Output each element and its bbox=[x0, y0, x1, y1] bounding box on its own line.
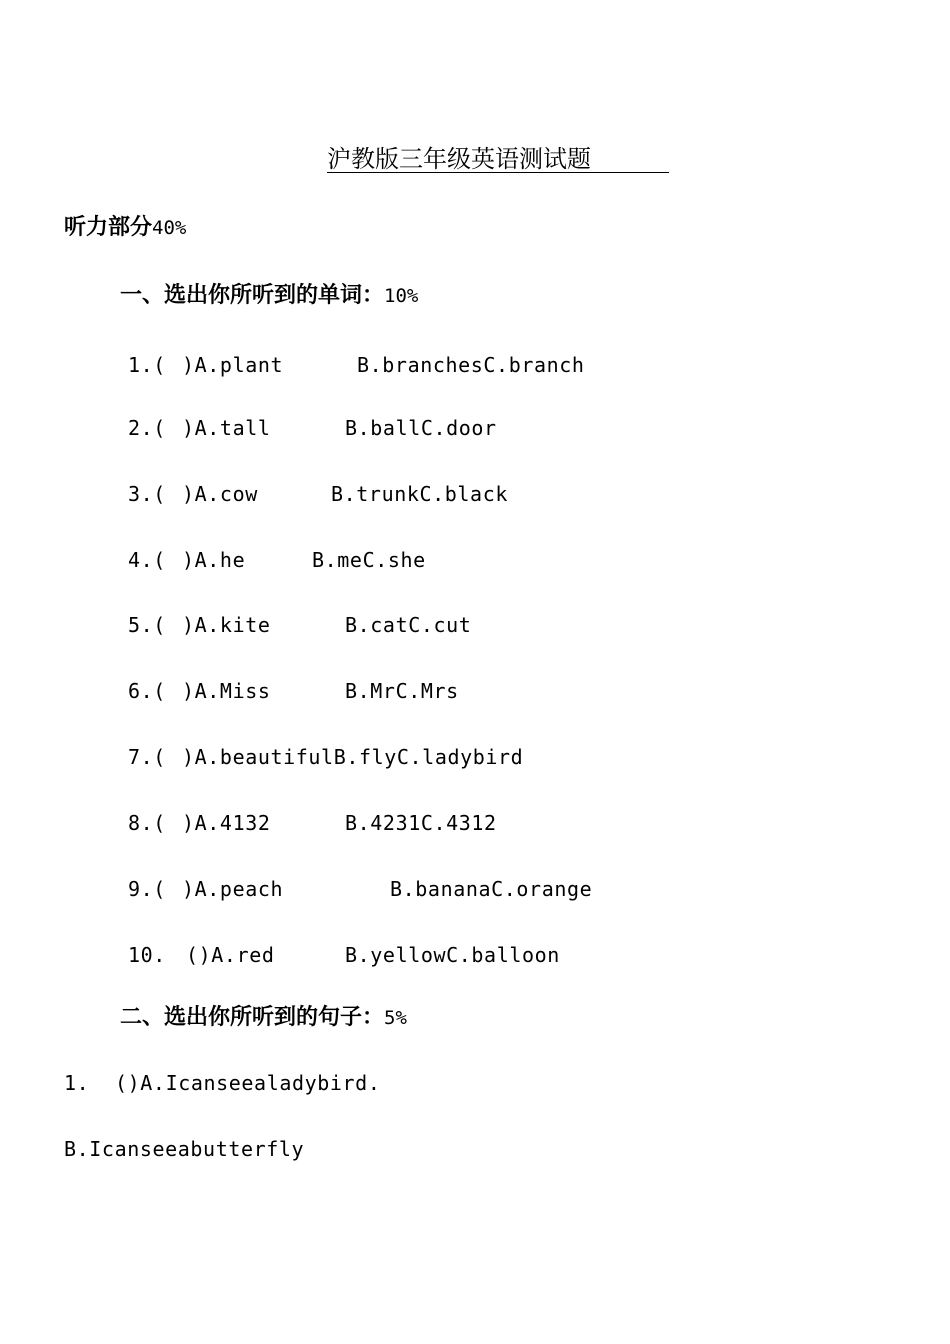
question-6-option-a: )A.Miss bbox=[182, 679, 271, 703]
question-4-option-a: )A.he bbox=[182, 548, 246, 572]
question-1-options-bc: B.branchesC.branch bbox=[357, 353, 585, 377]
question-7-options: )A.beautifulB.flyC.ladybird bbox=[182, 745, 524, 769]
question-9-number: 9.( bbox=[128, 877, 166, 901]
question-5-number: 5.( bbox=[128, 613, 166, 637]
question-1-number: 1.( bbox=[128, 353, 166, 377]
part1-percent: 10% bbox=[384, 285, 419, 307]
question-4-options-bc: B.meC.she bbox=[312, 548, 426, 572]
question-4-number: 4.( bbox=[128, 548, 166, 572]
question-9-option-a: )A.peach bbox=[182, 877, 284, 901]
question-2-option-a: )A.tall bbox=[182, 416, 271, 440]
part1-label: 一、选出你所听到的单词： bbox=[120, 283, 385, 308]
question-10-option-a: ()A.red bbox=[186, 943, 275, 967]
question-7-number: 7.( bbox=[128, 745, 166, 769]
listening-heading bbox=[64, 212, 186, 244]
question-2-options-bc: B.ballC.door bbox=[345, 416, 497, 440]
part2-heading bbox=[120, 1002, 407, 1034]
question-8-options-bc: B.4231C.4312 bbox=[345, 811, 497, 835]
part2-percent: 5% bbox=[384, 1007, 407, 1029]
question-3-options-bc: B.trunkC.black bbox=[331, 482, 508, 506]
sentence-1-option-a: ()A.Icanseealadybird. bbox=[115, 1071, 381, 1095]
listening-label: 听力部分 bbox=[64, 215, 153, 240]
question-10-options-bc: B.yellowC.balloon bbox=[345, 943, 560, 967]
part1-heading bbox=[120, 280, 418, 312]
question-5-option-a: )A.kite bbox=[182, 613, 271, 637]
page-title: 沪教版三年级英语测试题 bbox=[327, 145, 591, 173]
question-6-options-bc: B.MrC.Mrs bbox=[345, 679, 459, 703]
listening-percent: 40% bbox=[152, 217, 187, 239]
sentence-1-option-b: B.Icanseeabutterfly bbox=[64, 1137, 305, 1161]
question-3-number: 3.( bbox=[128, 482, 166, 506]
question-9-options-bc: B.bananaC.orange bbox=[390, 877, 593, 901]
sentence-1-number: 1. bbox=[64, 1071, 90, 1095]
question-2-number: 2.( bbox=[128, 416, 166, 440]
question-10-number: 10. bbox=[128, 943, 166, 967]
question-6-number: 6.( bbox=[128, 679, 166, 703]
question-1-option-a: )A.plant bbox=[182, 353, 284, 377]
question-5-options-bc: B.catC.cut bbox=[345, 613, 472, 637]
title-underline bbox=[327, 172, 669, 173]
part2-label: 二、选出你所听到的句子： bbox=[120, 1005, 385, 1030]
question-8-number: 8.( bbox=[128, 811, 166, 835]
question-8-option-a: )A.4132 bbox=[182, 811, 271, 835]
question-3-option-a: )A.cow bbox=[182, 482, 258, 506]
